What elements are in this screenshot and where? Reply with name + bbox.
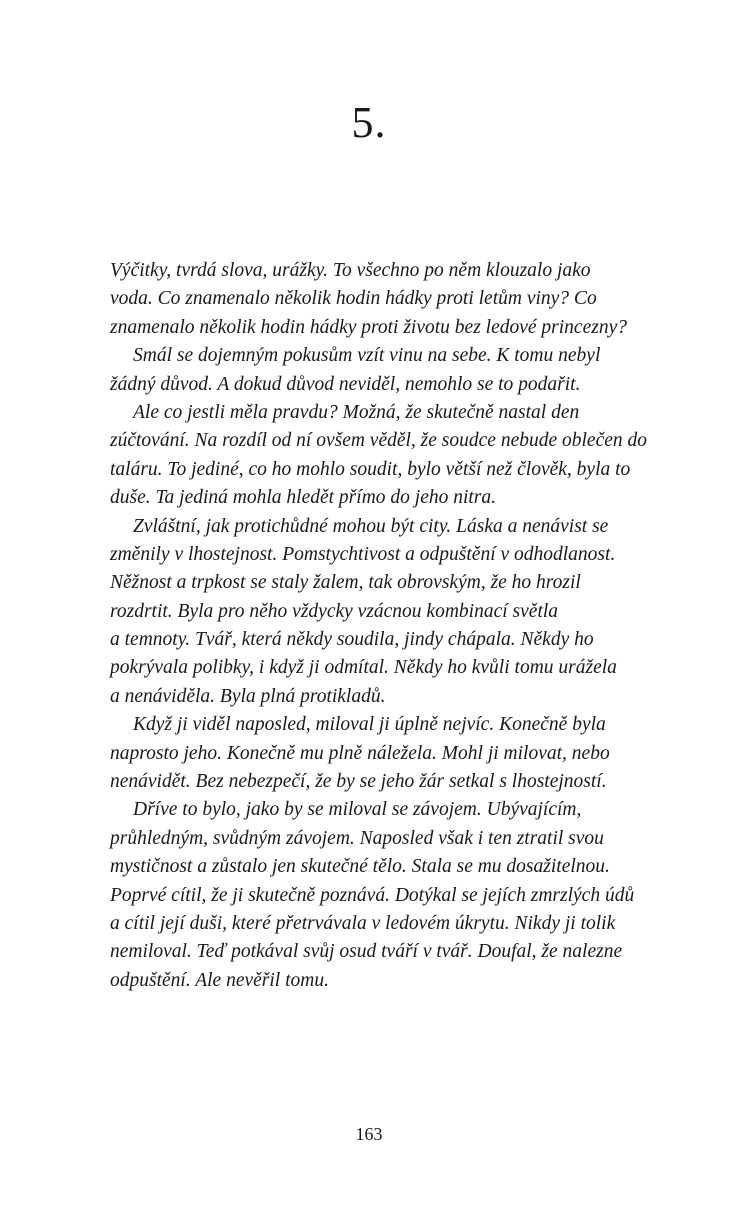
text-line: voda. Co znamenalo několik hodin hádky proti letům viny? Co [110, 288, 597, 310]
text-line: Zvláštní, jak protichůdné mohou být city. Láska a nenávist se [133, 515, 609, 537]
chapter-body-text [110, 257, 648, 995]
text-line: Smál se dojemným pokusům vzít vinu na sebe. K tomu nebyl [133, 345, 601, 367]
text-line: změnily v lhostejnost. Pomstychtivost a odpuštění v odhodlanost. [110, 543, 616, 565]
text-line: zúčtování. Na rozdíl od ní ovšem věděl, že soudce nebude oblečen do [110, 430, 648, 452]
text-line: Výčitky, tvrdá slova, urážky. To všechno po něm klouzalo jako [110, 260, 591, 281]
text-line: Ale co jestli měla pravdu? Možná, že skutečně nastal den [133, 401, 580, 423]
text-line: duše. Ta jediná mohla hledět přímo do jeho nitra. [110, 487, 497, 509]
text-line: odpuštění. Ale nevěřil tomu. [110, 969, 329, 991]
text-line: a nenáviděla. Byla plná protikladů. [110, 685, 386, 707]
text-line: nenávidět. Bez nebezpečí, že by se jeho žár setkal s lhostejností. [110, 771, 607, 793]
text-line: a cítil její duši, které přetrvávala v ledovém úkrytu. Nikdy ji tolik [110, 912, 616, 934]
text-line: Dříve to bylo, jako by se miloval se závojem. Ubývajícím, [133, 799, 582, 821]
text-line: rozdrtit. Byla pro něho vždycky vzácnou kombinací světla [110, 600, 559, 622]
page-number: 163 [355, 1124, 383, 1144]
text-line: naprosto jeho. Konečně mu plně náležela. Mohl ji milovat, nebo [110, 742, 610, 764]
text-line: Něžnost a trpkost se staly žalem, tak obrovským, že ho hrozil [110, 572, 581, 594]
text-line: Poprvé cítil, že ji skutečně poznává. Dotýkal se jejích zmrzlých údů [110, 884, 635, 906]
text-line: průhledným, svůdným závojem. Naposled však i ten ztratil svou [110, 827, 604, 849]
text-line: mystičnost a zůstalo jen skutečné tělo. Stala se mu dosažitelnou. [110, 856, 610, 878]
text-line: znamenalo několik hodin hádky proti životu bez ledové princezny? [110, 316, 627, 338]
text-line: taláru. To jediné, co ho mohlo soudit, bylo větší než člověk, byla to [110, 458, 631, 480]
text-line: žádný důvod. A dokud důvod neviděl, nemohlo se to podařit. [110, 373, 581, 395]
text-line: a temnoty. Tvář, která někdy soudila, jindy chápala. Někdy ho [110, 629, 594, 651]
text-line: nemiloval. Teď potkával svůj osud tváří v tvář. Doufal, že nalezne [110, 941, 623, 963]
text-line: pokrývala polibky, i když ji odmítal. Někdy ho kvůli tomu urážela [110, 657, 617, 679]
chapter-number: 5. [351, 98, 387, 147]
text-line: Když ji viděl naposled, miloval ji úplně nejvíc. Konečně byla [133, 714, 606, 736]
